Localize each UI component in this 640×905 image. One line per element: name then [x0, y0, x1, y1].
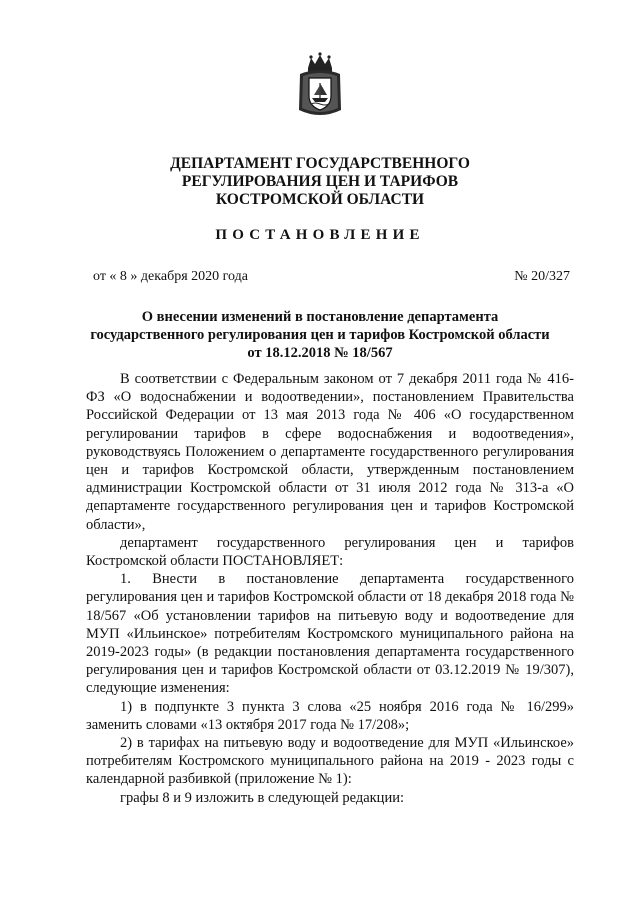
body-paragraph: департамент государственного регулирования цен и тарифов Костромской области ПОСТАНОВЛЯЕТ:	[86, 534, 574, 570]
kostroma-coat-of-arms-icon	[297, 52, 343, 120]
department-header	[0, 155, 640, 209]
department-line: ДЕПАРТАМЕНТ ГОСУДАРСТВЕННОГО	[170, 155, 470, 172]
title-line: от 18.12.2018 № 18/567	[247, 345, 393, 361]
title-line: государственного регулирования цен и тарифов Костромской области	[90, 327, 550, 343]
document-type: ПОСТАНОВЛЕНИЕ	[215, 227, 425, 243]
body-paragraph: В соответствии с Федеральным законом от 7 декабря 2011 года № 416-ФЗ «О водоснабжении и водоотведении», постановлением Правительства Российской Федерации от 13 мая 2013 года № 406 «О государственном регулировании тарифов в сфере водоснабжения и водоотведения», руководствуясь Положением о департаменте государственного регулирования цен и тарифов Костромской области, утвержденным постановлением администрации Костромской области от 31 июля 2012 года № 313-а «О департаменте государственного регулирования цен и тарифов Костромской области»,	[86, 371, 574, 533]
body-paragraph: 1) в подпункте 3 пункта 3 слова «25 ноября 2016 года № 16/299» заменить словами «13 октября 2017 года № 17/208»;	[86, 698, 574, 733]
department-line: РЕГУЛИРОВАНИЯ ЦЕН И ТАРИФОВ	[181, 173, 459, 190]
body-paragraph: 2) в тарифах на питьевую воду и водоотведение для МУП «Ильинское» потребителям Костромского муниципального района на 2019 - 2023 годы с календарной разбивкой (приложение № 1):	[86, 735, 574, 788]
title-line: О внесении изменений в постановление департамента	[141, 309, 499, 325]
department-line: КОСТРОМСКОЙ ОБЛАСТИ	[215, 191, 425, 208]
document-date: от « 8 » декабря 2020 года	[93, 269, 248, 284]
document-title	[60, 308, 580, 362]
document-number: № 20/327	[514, 269, 570, 284]
body-paragraph: графы 8 и 9 изложить в следующей редакции:	[120, 789, 404, 806]
document-body	[86, 370, 574, 807]
body-paragraph: 1. Внести в постановление департамента государственного регулирования цен и тарифов Костромской области от 18 декабря 2018 года № 18/567 «Об установлении тарифов на питьевую воду и водоотведение для МУП «Ильинское» потребителям Костромского муниципального района на 2019-2023 годы» (в редакции постановления департамента государственного регулирования цен и тарифов Костромской области от 03.12.2019 № 19/307), следующие изменения:	[86, 571, 574, 697]
